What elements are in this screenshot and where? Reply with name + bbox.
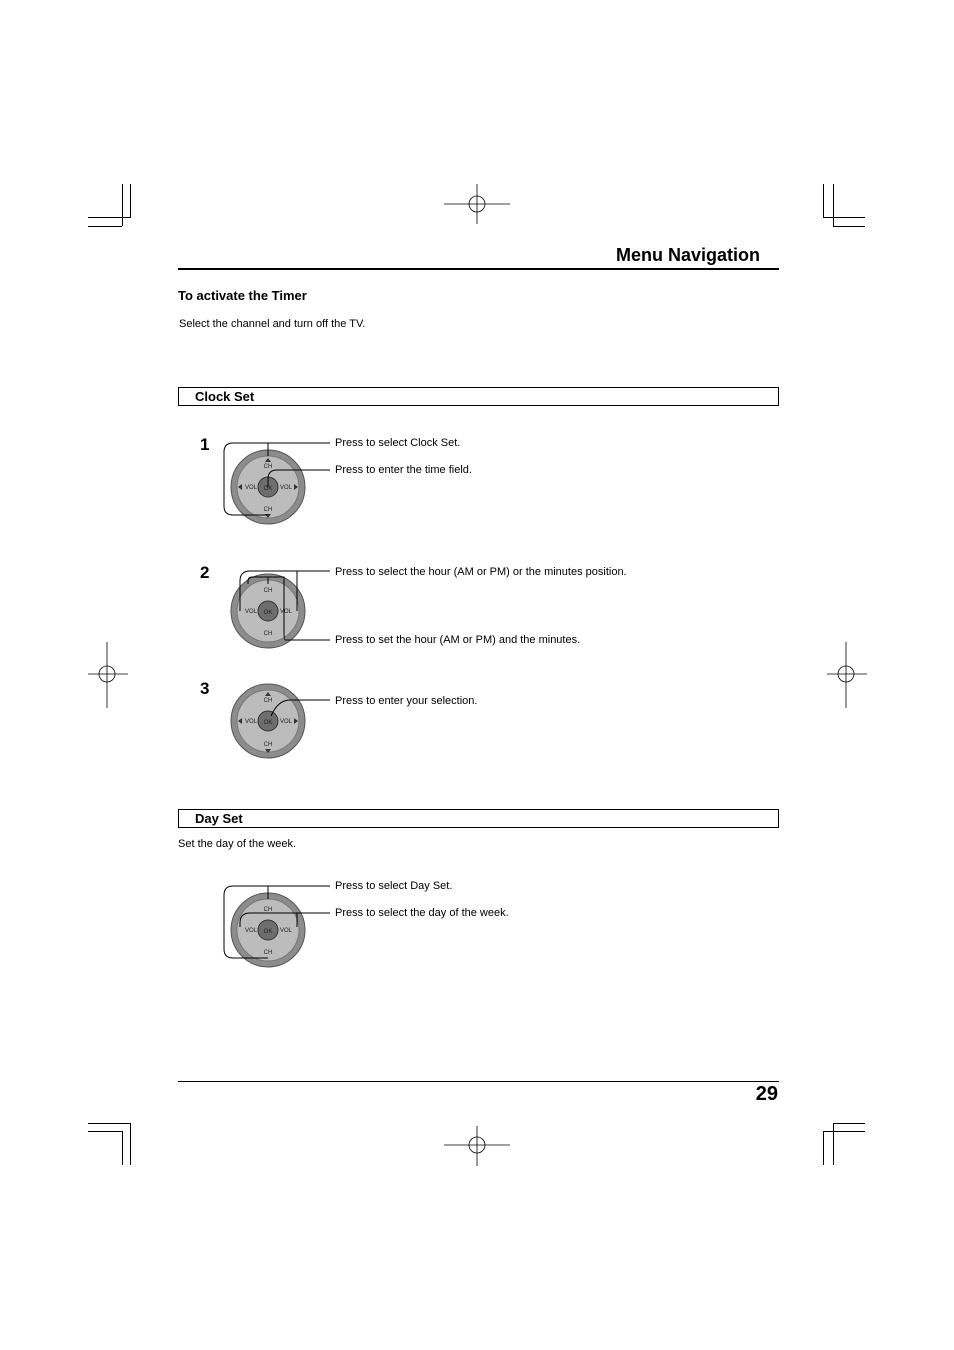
svg-text:CH: CH [263,698,273,704]
svg-text:CH: CH [263,464,273,470]
step-number: 2 [200,563,210,582]
clock-set-label: Clock Set [195,389,255,404]
instruction: Press to set the hour (AM or PM) and the minutes. [335,634,581,646]
day-set-text: Set the day of the week. [178,838,297,850]
title-rule [178,268,779,270]
svg-text:VOL: VOL [244,928,258,934]
svg-text:CH: CH [263,950,273,956]
svg-text:VOL: VOL [244,485,258,491]
svg-text:VOL: VOL [279,719,293,725]
svg-text:OK: OK [263,720,273,726]
registration-mark-left [88,642,128,708]
svg-text:OK: OK [263,486,273,492]
instruction: Press to select the hour (AM or PM) or the minutes position. [335,566,627,578]
svg-text:CH: CH [263,507,273,513]
timer-text: Select the channel and turn off the TV. [179,318,366,330]
svg-text:OK: OK [263,610,273,616]
svg-text:VOL: VOL [279,485,293,491]
clock-set-header [178,387,779,406]
page-title: Menu Navigation [615,245,760,265]
registration-mark-top [444,184,510,224]
remote-dpad-step-2 [215,560,340,660]
remote-dpad-day-set [215,875,340,975]
day-set-label: Day Set [195,811,243,826]
svg-text:VOL: VOL [279,609,293,615]
instruction: Press to select the day of the week. [335,907,509,919]
footer-rule [178,1081,779,1082]
page-number: 29 [755,1083,778,1105]
step-number: 3 [200,679,210,698]
step-number: 1 [200,435,210,454]
registration-mark-right [827,642,867,708]
instruction: Press to select Clock Set. [335,437,461,449]
remote-dpad-step-3 [215,676,340,766]
svg-text:VOL: VOL [244,719,258,725]
instruction: Press to enter the time field. [335,464,472,476]
svg-text:CH: CH [263,631,273,637]
svg-text:VOL: VOL [244,609,258,615]
svg-text:VOL: VOL [279,928,293,934]
instruction: Press to enter your selection. [335,695,478,707]
svg-text:OK: OK [263,929,273,935]
svg-text:CH: CH [263,588,273,594]
timer-heading: To activate the Timer [178,288,307,303]
remote-dpad-step-1 [215,432,340,532]
registration-mark-bottom [444,1126,510,1166]
day-set-header [178,809,779,828]
svg-text:CH: CH [263,742,273,748]
instruction: Press to select Day Set. [335,880,453,892]
svg-text:CH: CH [263,907,273,913]
